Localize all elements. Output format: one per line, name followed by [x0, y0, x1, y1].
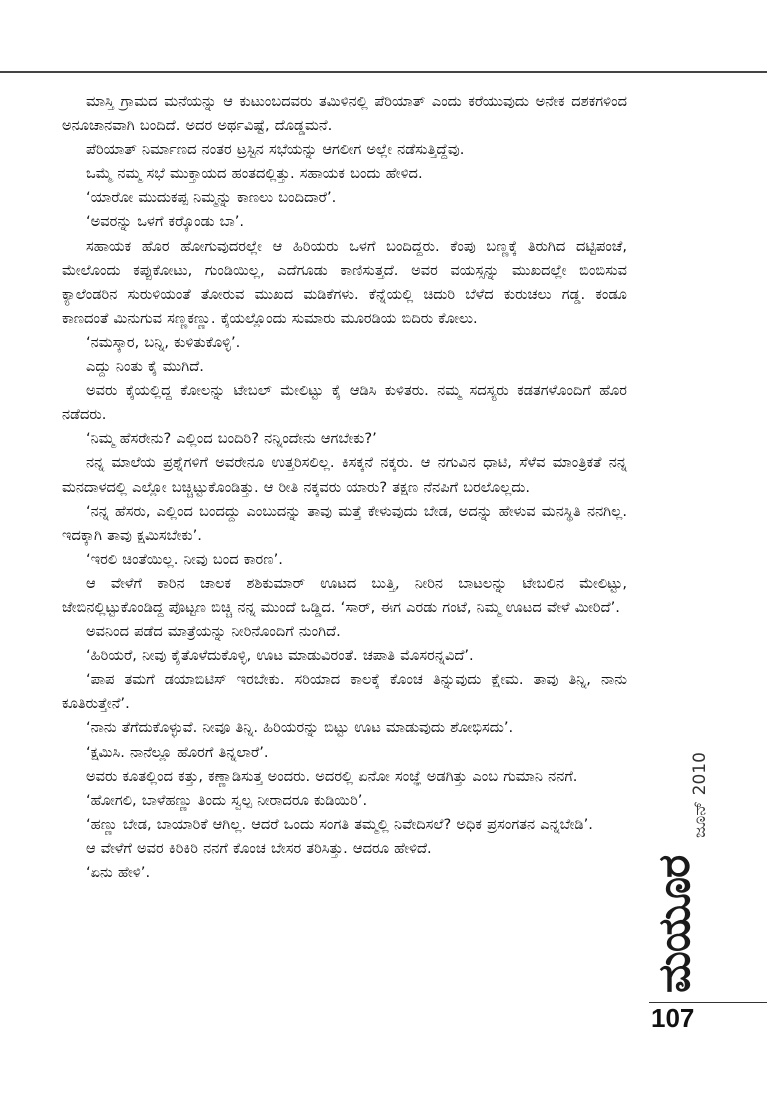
paragraph: ಅವರು ಕೈಯಲ್ಲಿದ್ದ ಕೋಲನ್ನು ಟೇಬಲ್ ಮೇಲಿಟ್ಟು ಕೈ ಆಡಿಸಿ ಕುಳಿತರು. ನಮ್ಮ ಸದಸ್ಯರು ಕಡತಗಳೊಂದಿಗೆ ಹೊರ ನಡೆದರು. — [62, 382, 627, 424]
paragraph: ಮಾಸ್ತಿ ಗ್ರಾಮದ ಮನೆಯನ್ನು ಆ ಕುಟುಂಬದವರು ತಮಿಳಿನಲ್ಲಿ ಪೆರಿಯಾತ್ ಎಂದು ಕರೆಯುವುದು ಅನೇಕ ದಶಕಗಳಿಂದ ಅನೂಚಾನವಾಗಿ ಬಂದಿದೆ. ಅದರ ಅರ್ಥವಿಷ್ಟೆ, ದೊಡ್ಡಮನೆ. — [62, 93, 627, 135]
paragraph: ‘ನಿಮ್ಮ ಹೆಸರೇನು? ಎಲ್ಲಿಂದ ಬಂದಿರಿ? ನನ್ನಿಂದೇನು ಆಗಬೇಕು?’ — [86, 430, 377, 448]
paragraph: ಅವನಿಂದ ಪಡೆದ ಮಾತ್ರೆಯನ್ನು ನೀರಿನೊಂದಿಗೆ ನುಂಗಿದೆ. — [86, 623, 341, 641]
paragraph: ‘ಪಾಪ ತಮಗೆ ಡಯಾಬಿಟಿಸ್ ಇರಬೇಕು. ಸರಿಯಾದ ಕಾಲಕ್ಕೆ ಕೊಂಚ ತಿನ್ನುವುದು ಕ್ಷೇಮ. ತಾವು ತಿನ್ನಿ, ನಾನು ಕೂತಿರುತ್ತೇನೆ’. — [62, 671, 627, 713]
paragraph: ಎದ್ದು ನಿಂತು ಕೈ ಮುಗಿದೆ. — [86, 358, 204, 376]
article-body — [62, 90, 627, 885]
paragraph: ಆ ವೇಳೆಗೆ ಅವರ ಕಿರಿಕಿರಿ ನನಗೆ ಕೊಂಚ ಬೇಸರ ತರಿಸಿತ್ತು. ಆದರೂ ಹೇಳಿದೆ. — [86, 839, 432, 857]
paragraph: ‘ನಾನು ತೆಗೆದುಕೊಳ್ಳುವೆ. ನೀವೂ ತಿನ್ನಿ. ಹಿರಿಯರನ್ನು ಬಿಟ್ಟು ಊಟ ಮಾಡುವುದು ಶೋಭಿಸದು’. — [86, 719, 514, 737]
issue-date-text: ಜೂನ್ 2010 — [690, 752, 710, 838]
magazine-logo — [649, 855, 715, 993]
paragraph: ಸಹಾಯಕ ಹೊರ ಹೋಗುವುದರಲ್ಲೇ ಆ ಹಿರಿಯರು ಒಳಗೆ ಬಂದಿದ್ದರು. ಕೆಂಪು ಬಣ್ಣಕ್ಕೆ ತಿರುಗಿದ ದಟ್ಟಿಪಂಚೆ, ಮೇಲೊಂದು ಕಪ್ಪುಕೋಟು, ಗುಂಡಿಯಿಲ್ಲ, ಎದೆಗೂಡು ಕಾಣಿಸುತ್ತದೆ. ಅವರ ವಯಸ್ಸನ್ನು ಮುಖದಲ್ಲೇ ಬಿಂಬಿಸುವ ಕ್ಯಾಲೆಂಡರಿನ ಸುರುಳಿಯಂತೆ ತೋರುವ ಮುಖದ ಮಡಿಕೆಗಳು. ಕೆನ್ನೆಯಲ್ಲಿ ಚಿದುರಿ ಬೆಳೆದ ಕುರುಚಲು ಗಡ್ಡ. ಕಂಡೂ ಕಾಣದಂತೆ ಮಿನುಗುವ ಸಣ್ಣಕಣ್ಣು. ಕೈಯಲ್ಲೊಂದು ಸುಮಾರು ಮೂರಡಿಯ ಬಿದಿರು ಕೋಲು. — [62, 237, 627, 327]
paragraph: ‘ನಮಸ್ಕಾರ, ಬನ್ನಿ, ಕುಳಿತುಕೊಳ್ಳಿ’. — [86, 333, 241, 351]
page-number: 107 — [651, 1003, 695, 1033]
magazine-logo-text: ಮಯೂರ — [649, 855, 700, 993]
paragraph: ‘ಇರಲಿ ಚಿಂತೆಯಿಲ್ಲ. ನೀವು ಬಂದ ಕಾರಣ’. — [86, 550, 283, 568]
paragraph: ಅವರು ಕೂತಲ್ಲಿಂದ ಕತ್ತು, ಕಣ್ಣಾಡಿಸುತ್ತ ಅಂದರು. ಅದರಲ್ಲಿ ಏನೋ ಸಂಜ್ಞೆ ಅಡಗಿತ್ತು ಎಂಬ ಗುಮಾನಿ ನನಗೆ. — [86, 767, 578, 785]
paragraph: ಆ ವೇಳೆಗೆ ಕಾರಿನ ಚಾಲಕ ಶಶಿಕುಮಾರ್ ಊಟದ ಬುತ್ತಿ, ನೀರಿನ ಬಾಟಲನ್ನು ಟೇಬಲಿನ ಮೇಲಿಟ್ಟು, ಜೇಬಿನಲ್ಲಿಟ್ಟುಕೊಂಡಿದ್ದ ಪೊಟ್ಟಣ ಬಿಚ್ಚಿ ನನ್ನ ಮುಂದೆ ಒಡ್ಡಿದ. ‘ಸಾರ್, ಈಗ ಎರಡು ಗಂಟೆ, ನಿಮ್ಮ ಊಟದ ವೇಳೆ ಮೀರಿದೆ’. — [62, 574, 627, 616]
paragraph: ‘ಹಣ್ಣು ಬೇಡ, ಬಾಯಾರಿಕೆ ಆಗಿಲ್ಲ. ಆದರೆ ಒಂದು ಸಂಗತಿ ತಮ್ಮಲ್ಲಿ ನಿವೇದಿಸಲೆ? ಅಧಿಕ ಪ್ರಸಂಗತನ ಎನ್ನಬೇಡಿ’. — [86, 815, 593, 833]
paragraph: ಪೆರಿಯಾತ್ ನಿರ್ಮಾಣದ ನಂತರ ಟ್ರಸ್ಟಿನ ಸಭೆಯನ್ನು ಆಗಲೀಗ ಅಲ್ಲೇ ನಡೆಸುತ್ತಿದ್ದೆವು. — [86, 141, 465, 159]
paragraph: ‘ಯಾರೋ ಮುದುಕಪ್ಪ ನಿಮ್ಮನ್ನು ಕಾಣಲು ಬಂದಿದಾರೆ’. — [86, 189, 337, 207]
paragraph: ‘ನನ್ನ ಹೆಸರು, ಎಲ್ಲಿಂದ ಬಂದದ್ದು ಎಂಬುದನ್ನು ತಾವು ಮತ್ತೆ ಕೇಳುವುದು ಬೇಡ, ಅದನ್ನು ಹೇಳುವ ಮನಸ್ಥಿತಿ ನನಗಿಲ್ಲ. ಇದಕ್ಕಾಗಿ ತಾವು ಕ್ಷಮಿಸಬೇಕು’. — [62, 502, 627, 544]
paragraph: ನನ್ನ ಮಾಲೆಯ ಪ್ರಶ್ನೆಗಳಿಗೆ ಅವರೇನೂ ಉತ್ತರಿಸಲಿಲ್ಲ. ಕಿಸಕ್ಕನೆ ನಕ್ಕರು. ಆ ನಗುವಿನ ಧಾಟಿ, ಸೆಳೆವ ಮಾಂತ್ರಿಕತೆ ನನ್ನ ಮನದಾಳದಲ್ಲಿ ಎಲ್ಲೋ ಬಚ್ಚಿಟ್ಟುಕೊಂಡಿತ್ತು. ಆ ರೀತಿ ನಕ್ಕವರು ಯಾರು? ತಕ್ಷಣ ನೆನಪಿಗೆ ಬರಲೊಲ್ಲದು. — [62, 454, 627, 496]
paragraph: ಒಮ್ಮೆ ನಮ್ಮ ಸಭೆ ಮುಕ್ತಾಯದ ಹಂತದಲ್ಲಿತ್ತು. ಸಹಾಯಕ ಬಂದು ಹೇಳಿದ. — [86, 165, 423, 183]
paragraph: ‘ಹಿರಿಯರೆ, ನೀವು ಕೈತೊಳೆದುಕೊಳ್ಳಿ, ಊಟ ಮಾಡುವಿರಂತೆ. ಚಪಾತಿ ಮೊಸರನ್ನವಿದೆ’. — [86, 647, 474, 665]
paragraph: ‘ಏನು ಹೇಳಿ’. — [86, 864, 151, 881]
paragraph: ‘ಅವರನ್ನು ಒಳಗೆ ಕರ್‍ಕೊಂಡು ಬಾ’. — [86, 213, 245, 231]
paragraph: ‘ಹೋಗಲಿ, ಬಾಳೆಹಣ್ಣು ತಿಂದು ಸ್ವಲ್ಪ ನೀರಾದರೂ ಕುಡಿಯಿರಿ’. — [86, 791, 368, 809]
paragraph: ‘ಕ್ಷಮಿಸಿ. ನಾನೆಲ್ಲೂ ಹೊರಗೆ ತಿನ್ನಲಾರೆ’. — [86, 743, 269, 761]
